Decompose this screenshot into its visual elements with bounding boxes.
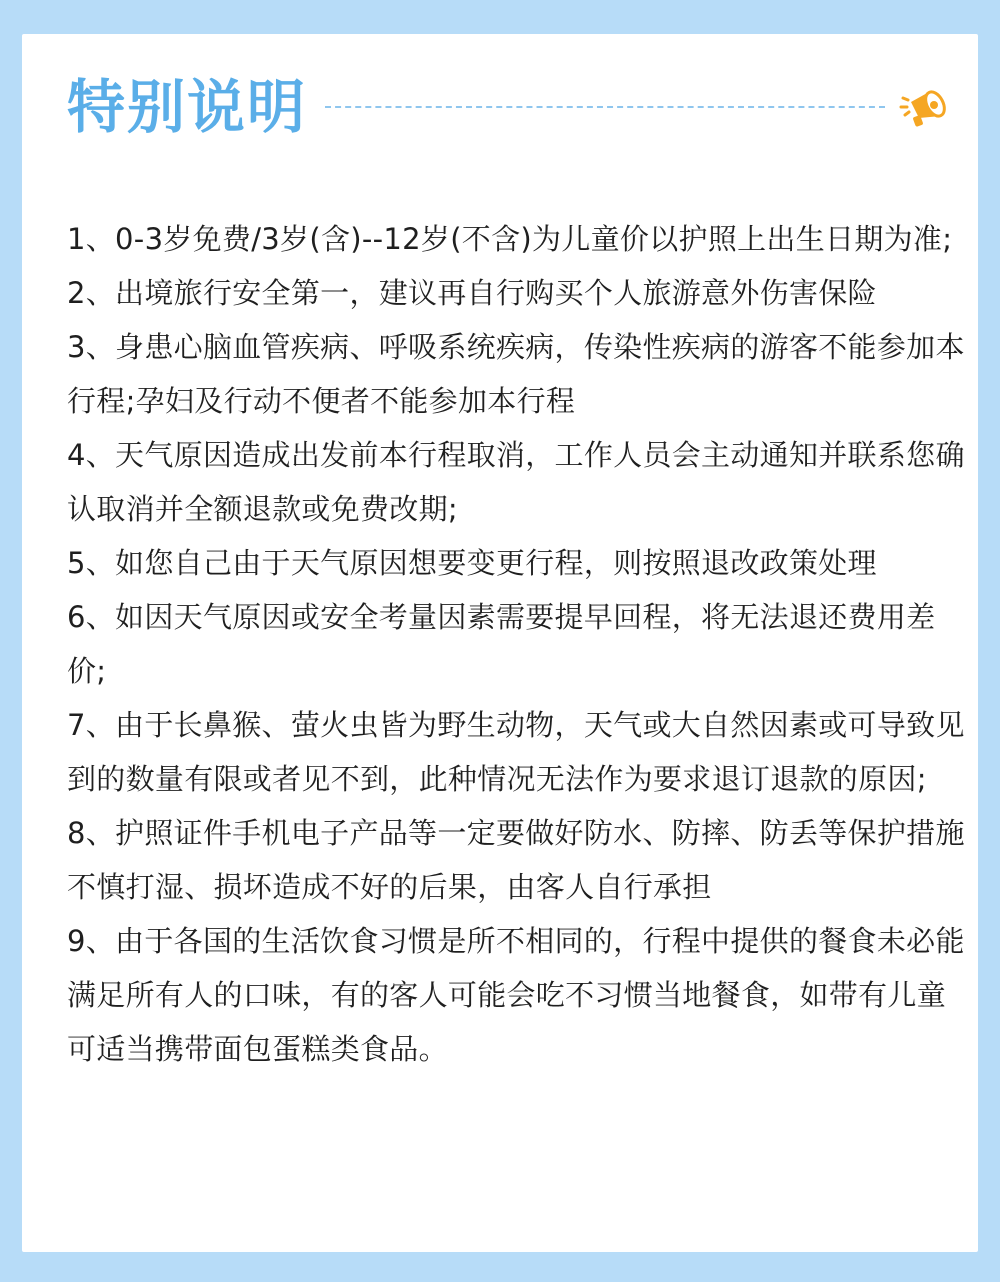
list-item: 3、身患心脑血管疾病、呼吸系统疾病，传染性疾病的游客不能参加本行程;孕妇及行动不便者不能参加本行程 bbox=[67, 330, 965, 418]
page-title: 特别说明 bbox=[67, 73, 308, 141]
list-item: 6、如因天气原因或安全考量因素需要提早回程，将无法退还费用差价; bbox=[67, 600, 936, 688]
card-header bbox=[67, 72, 957, 142]
notice-list bbox=[67, 212, 967, 1076]
megaphone-icon bbox=[897, 80, 953, 136]
title-divider bbox=[325, 106, 885, 108]
list-item: 1、0-3岁免费/3岁(含)--12岁(不含)为儿童价以护照上出生日期为准; bbox=[67, 222, 953, 256]
list-item: 8、护照证件手机电子产品等一定要做好防水、防摔、防丢等保护措施不慎打湿、损坏造成不好的后果，由客人自行承担 bbox=[67, 816, 965, 904]
list-item: 4、天气原因造成出发前本行程取消，工作人员会主动通知并联系您确认取消并全额退款或免费改期; bbox=[67, 438, 965, 526]
list-item: 7、由于长鼻猴、萤火虫皆为野生动物，天气或大自然因素或可导致见到的数量有限或者见不到，此种情况无法作为要求退订退款的原因; bbox=[67, 708, 965, 796]
list-item: 2、出境旅行安全第一，建议再自行购买个人旅游意外伤害保险 bbox=[67, 276, 877, 310]
notice-card bbox=[22, 34, 978, 1252]
list-item: 5、如您自己由于天气原因想要变更行程，则按照退改政策处理 bbox=[67, 546, 877, 580]
list-item: 9、由于各国的生活饮食习惯是所不相同的，行程中提供的餐食未必能满足所有人的口味，有的客人可能会吃不习惯当地餐食，如带有儿童可适当携带面包蛋糕类食品。 bbox=[67, 924, 965, 1066]
